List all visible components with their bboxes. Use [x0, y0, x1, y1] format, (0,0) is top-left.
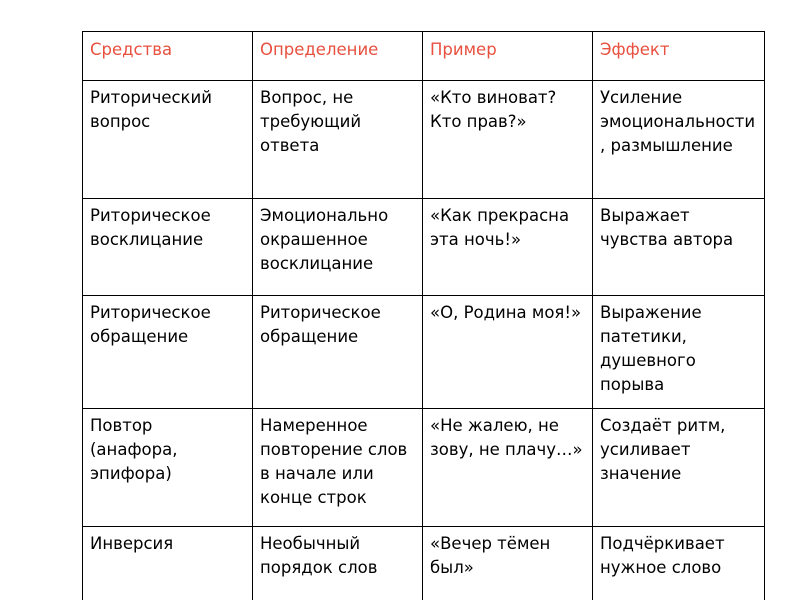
cell-example: «Как прекрасна эта ночь!»	[423, 199, 593, 296]
cell-device: Риторическое восклицание	[83, 199, 253, 296]
cell-device: Инверсия	[83, 527, 253, 600]
cell-effect: Выражает чувства автора	[593, 199, 765, 296]
stylistic-devices-table	[82, 31, 765, 600]
table-row	[83, 199, 765, 296]
cell-definition: Необычный порядок слов	[253, 527, 423, 600]
header-example: Пример	[423, 32, 593, 81]
cell-effect: Усиление эмоциональности, размышление	[593, 81, 765, 199]
cell-definition: Намеренное повторение слов в начале или конце строк	[253, 409, 423, 527]
table-row	[83, 409, 765, 527]
cell-device: Повтор (анафора, эпифора)	[83, 409, 253, 527]
cell-example: «О, Родина моя!»	[423, 296, 593, 409]
cell-example: «Кто виноват? Кто прав?»	[423, 81, 593, 199]
cell-definition: Эмоционально окрашенное восклицание	[253, 199, 423, 296]
header-effect: Эффект	[593, 32, 765, 81]
cell-example: «Не жалею, не зову, не плачу…»	[423, 409, 593, 527]
cell-definition: Вопрос, не требующий ответа	[253, 81, 423, 199]
table-header-row	[83, 32, 765, 81]
table-row	[83, 81, 765, 199]
cell-example: «Вечер тёмен был»	[423, 527, 593, 600]
table-row	[83, 527, 765, 600]
cell-effect: Подчёркивает нужное слово	[593, 527, 765, 600]
cell-definition: Риторическое обращение	[253, 296, 423, 409]
cell-effect: Создаёт ритм, усиливает значение	[593, 409, 765, 527]
cell-device: Риторическое обращение	[83, 296, 253, 409]
cell-effect: Выражение патетики, душевного порыва	[593, 296, 765, 409]
table-row	[83, 296, 765, 409]
header-devices: Средства	[83, 32, 253, 81]
header-definition: Определение	[253, 32, 423, 81]
cell-device: Риторический вопрос	[83, 81, 253, 199]
